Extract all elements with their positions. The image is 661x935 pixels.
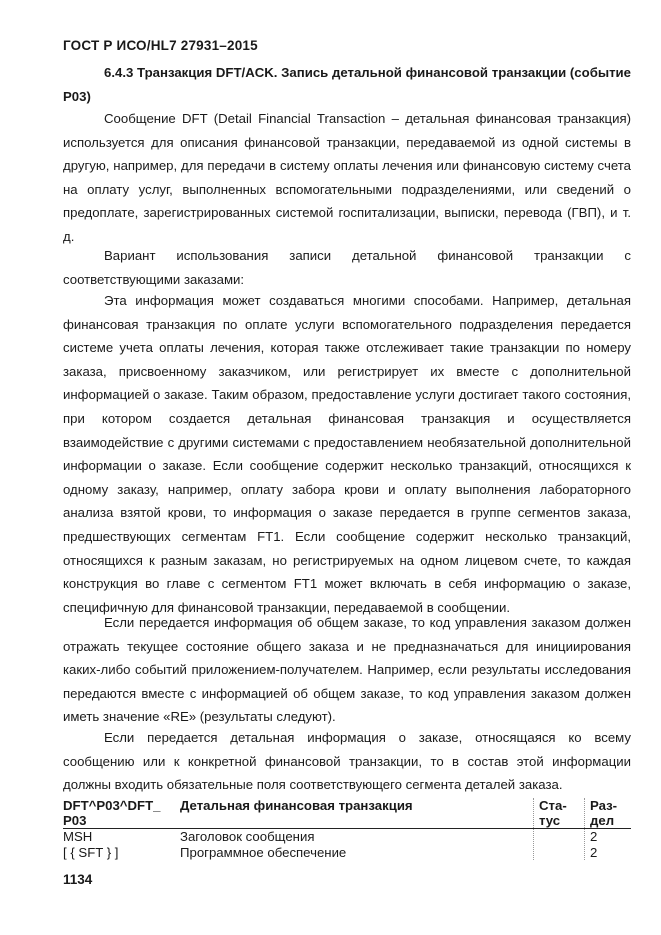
description-cell: Заголовок сообщения: [180, 829, 315, 844]
paragraph-4: Если передается информация об общем заказе, то код управления заказом должен отражать текущее состояние общего заказа и не предназначаться для инициирования каких-либо событий приложением-получателем. Например, если результаты исследования передаются вместе с информацией об общем заказе, то код управления заказом должен иметь значение «RE» (результаты следуют).: [63, 615, 631, 725]
table-row: [63, 845, 631, 861]
paragraph-1: Сообщение DFT (Detail Financial Transaction – детальная финансовая транзакция) используется для описания финансовой транзакции, передаваемой из одной системы в другую, например, для передачи в систему оплаты лечения или финансовую систему счета на оплату услуг, выполненных вспомогательными подразделениями, или сведений о предоплате, зарегистрированных системой госпитализации, выписки, перевода (ГВП), и т. д.: [63, 111, 631, 244]
document-header: ГОСТ Р ИСО/HL7 27931–2015: [63, 38, 258, 53]
section-cell: 2: [590, 829, 598, 844]
page-number: 1134: [63, 872, 93, 887]
header-description: Детальная финансовая транзакция: [180, 798, 413, 813]
header-message-type: DFT^P03^DFT_ P03: [63, 798, 161, 828]
section-heading: 6.4.3 Транзакция DFT/ACK. Запись детальной финансовой транзакции (событие P03): [63, 65, 631, 104]
segment-cell: MSH: [63, 829, 93, 844]
paragraph-3: Эта информация может создаваться многими способами. Например, детальная финансовая транзакция по оплате услуги вспомогательного подразделения передается системе учета оплаты лечения, которая также отслеживает такие транзакции по номеру заказа, присвоенному заказчиком, или регистрирует их вместе с дополнительной информацией о заказе. Таким образом, предоставление услуги достигает такого состояния, при котором создается детальная финансовая транзакция и осуществляется взаимодействие с другими системами с предоставлением необязательной дополнительной информации о заказе. Если сообщение содержит несколько транзакций, относящихся к одному заказу, например, оплату забора крови и оплату выполнения лабораторного анализа взятой крови, то информация о заказе передается в группе сегментов заказа, предшествующих сегментам FT1. Если сообщение содержит несколько транзакций, относящихся к разным заказам, но регистрируемых на одном лицевом счете, то каждая конструкция во главе с сегментом FT1 может включать в себя информацию о заказе, специфичную для финансовой транзакции, передаваемой в сообщении.: [63, 293, 631, 615]
paragraph-2: Вариант использования записи детальной финансовой транзакции с соответствующими заказами:: [63, 248, 631, 287]
message-structure-table: [63, 798, 631, 861]
table-row: [63, 829, 631, 845]
description-cell: Программное обеспечение: [180, 845, 347, 860]
table-header: [63, 798, 631, 829]
segment-cell: [ { SFT } ]: [63, 845, 119, 860]
header-status: Ста- тус: [539, 798, 567, 828]
section-cell: 2: [590, 845, 598, 860]
paragraph-5: Если передается детальная информация о заказе, относящаяся ко всему сообщению или к конкретной финансовой транзакции, то в состав этой информации должны входить обязательные поля соответствующего сегмента деталей заказа.: [63, 730, 631, 793]
header-section: Раз- дел: [590, 798, 618, 828]
